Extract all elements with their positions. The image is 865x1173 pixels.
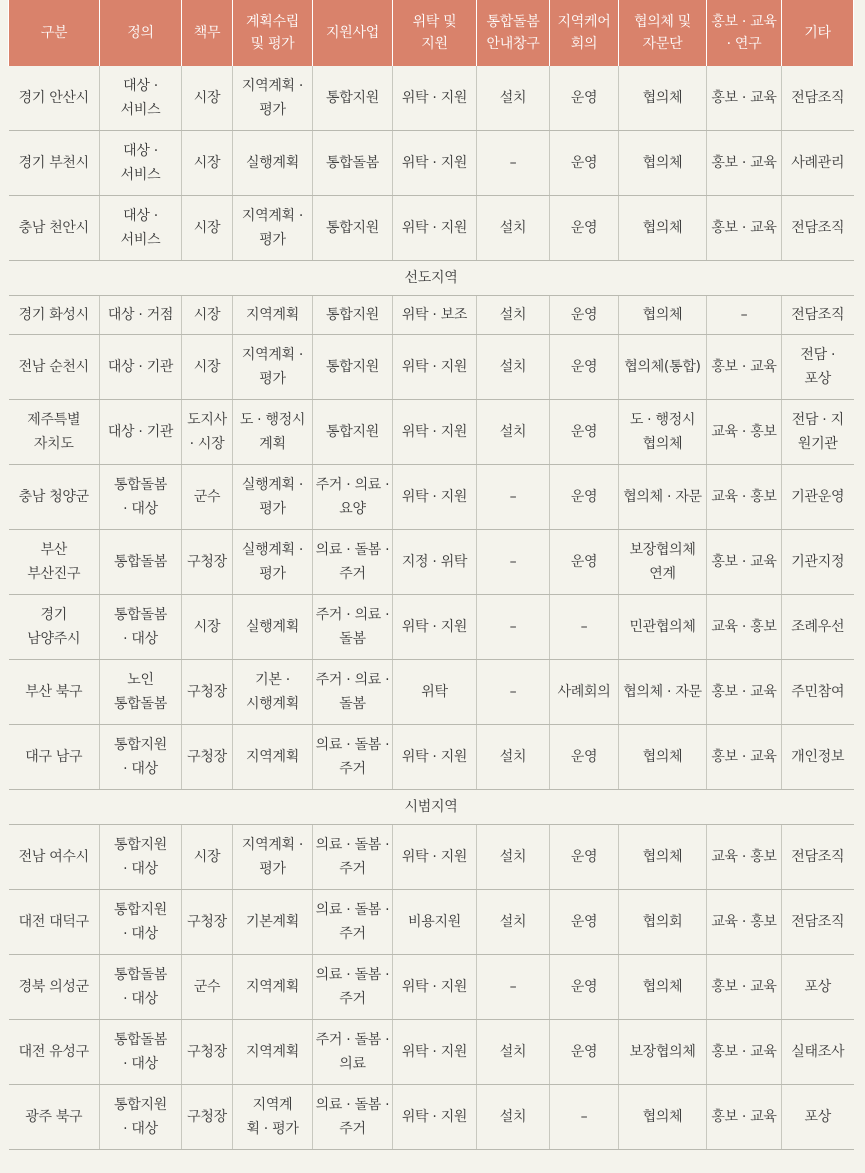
table-cell: 구청장 (182, 725, 233, 790)
region-cell: 충남 청양군 (9, 465, 100, 530)
table-cell: 실행계획 (233, 131, 313, 196)
table-cell: – (550, 1085, 619, 1150)
table-cell: 운영 (550, 131, 619, 196)
table-cell: 교육 · 홍보 (707, 825, 782, 890)
table-cell: 기본계획 (233, 890, 313, 955)
table-cell: 홍보 · 교육 (707, 530, 782, 595)
column-header: 계획수립 및 평가 (233, 0, 313, 66)
table-cell: 설치 (477, 825, 550, 890)
table-cell: 주거 · 돌봄 · 의료 (313, 1020, 393, 1085)
table-row (9, 1085, 854, 1150)
table-cell: 운영 (550, 530, 619, 595)
table-cell: 도 · 행정시 협의체 (619, 400, 707, 465)
table-cell: 설치 (477, 335, 550, 400)
column-header: 위탁 및 지원 (393, 0, 477, 66)
table-cell: 위탁 · 지원 (393, 825, 477, 890)
table-cell: – (477, 955, 550, 1020)
table-cell: 운영 (550, 465, 619, 530)
table-cell: 전담 · 포상 (782, 335, 854, 400)
table-row (9, 335, 854, 400)
section-label: 시범지역 (9, 790, 854, 825)
table-cell: 포상 (782, 1085, 854, 1150)
table-cell: 협의회 (619, 890, 707, 955)
table-cell: 운영 (550, 66, 619, 131)
table-cell: – (477, 595, 550, 660)
ordinance-comparison-table (8, 0, 854, 1150)
column-header: 책무 (182, 0, 233, 66)
table-cell: 보장협의체 (619, 1020, 707, 1085)
table-cell: 민관협의체 (619, 595, 707, 660)
region-cell: 대구 남구 (9, 725, 100, 790)
table-cell: 시장 (182, 296, 233, 335)
section-label: 선도지역 (9, 261, 854, 296)
table-cell: 주거 · 의료 · 돌봄 (313, 595, 393, 660)
table-cell: 대상 · 거점 (100, 296, 182, 335)
table-cell: 실행계획 (233, 595, 313, 660)
table-row (9, 131, 854, 196)
table-header (9, 0, 854, 66)
table-cell: 위탁 · 지원 (393, 955, 477, 1020)
table-cell: 통합지원 (313, 400, 393, 465)
table-cell: 전담조직 (782, 296, 854, 335)
table-row (9, 890, 854, 955)
table-cell: 위탁 · 보조 (393, 296, 477, 335)
table-cell: 협의체(통합) (619, 335, 707, 400)
table-row (9, 196, 854, 261)
table-row (9, 296, 854, 335)
table-cell: 비용지원 (393, 890, 477, 955)
table-cell: – (550, 595, 619, 660)
column-header: 지역케어 회의 (550, 0, 619, 66)
table-cell: 대상 · 기관 (100, 335, 182, 400)
table-cell: – (477, 530, 550, 595)
table-cell: 기관지정 (782, 530, 854, 595)
table-cell: 홍보 · 교육 (707, 1020, 782, 1085)
region-cell: 전남 여수시 (9, 825, 100, 890)
table-cell: 의료 · 돌봄 · 주거 (313, 1085, 393, 1150)
column-header: 정의 (100, 0, 182, 66)
table-cell: 협의체 (619, 955, 707, 1020)
table-cell: 주거 · 의료 · 요양 (313, 465, 393, 530)
table-cell: 협의체 (619, 825, 707, 890)
table-cell: 사례관리 (782, 131, 854, 196)
table-cell: 홍보 · 교육 (707, 955, 782, 1020)
table-cell: 위탁 · 지원 (393, 1020, 477, 1085)
table-cell: – (477, 465, 550, 530)
region-cell: 경기 부천시 (9, 131, 100, 196)
region-cell: 대전 대덕구 (9, 890, 100, 955)
table-row (9, 955, 854, 1020)
table-cell: 위탁 · 지원 (393, 335, 477, 400)
table-cell: 홍보 · 교육 (707, 66, 782, 131)
table-cell: 시장 (182, 595, 233, 660)
table-cell: 전담 · 지 원기관 (782, 400, 854, 465)
table-cell: 구청장 (182, 1085, 233, 1150)
header-row (9, 0, 854, 66)
table-cell: 시장 (182, 825, 233, 890)
table-cell: 지역계 획 · 평가 (233, 1085, 313, 1150)
table-cell: 실태조사 (782, 1020, 854, 1085)
table-row (9, 400, 854, 465)
table-cell: 통합지원 · 대상 (100, 890, 182, 955)
column-header: 협의체 및 자문단 (619, 0, 707, 66)
table-cell: 설치 (477, 296, 550, 335)
table-cell: 위탁 · 지원 (393, 66, 477, 131)
table-cell: 위탁 · 지원 (393, 400, 477, 465)
section-row (9, 790, 854, 825)
table-cell: 지역계획 (233, 955, 313, 1020)
table-cell: 시장 (182, 66, 233, 131)
table-cell: 운영 (550, 825, 619, 890)
table-cell: 통합돌봄 (313, 131, 393, 196)
table-cell: 협의체 · 자문 (619, 660, 707, 725)
table-cell: 개인정보 (782, 725, 854, 790)
table-cell: 구청장 (182, 530, 233, 595)
table-cell: 보장협의체 연계 (619, 530, 707, 595)
table-cell: 협의체 · 자문 (619, 465, 707, 530)
table-cell: 운영 (550, 725, 619, 790)
table-row (9, 660, 854, 725)
column-header: 지원사업 (313, 0, 393, 66)
table-cell: 설치 (477, 725, 550, 790)
table-cell: – (477, 131, 550, 196)
table-cell: 운영 (550, 335, 619, 400)
table-cell: 지역계획 (233, 1020, 313, 1085)
table-row (9, 595, 854, 660)
table-cell: 설치 (477, 66, 550, 131)
table-cell: 홍보 · 교육 (707, 660, 782, 725)
table-cell: 운영 (550, 296, 619, 335)
table-cell: 대상 · 서비스 (100, 66, 182, 131)
table-cell: 협의체 (619, 196, 707, 261)
table-cell: 협의체 (619, 66, 707, 131)
table-cell: 협의체 (619, 1085, 707, 1150)
table-row (9, 1020, 854, 1085)
table-cell: 통합지원 (313, 296, 393, 335)
table-cell: 실행계획 · 평가 (233, 530, 313, 595)
table-cell: 지역계획 · 평가 (233, 335, 313, 400)
table-cell: 협의체 (619, 131, 707, 196)
table-cell: 기관운영 (782, 465, 854, 530)
table-row (9, 725, 854, 790)
table-cell: – (477, 660, 550, 725)
table-cell: 위탁 · 지원 (393, 725, 477, 790)
table-cell: 통합지원 (313, 66, 393, 131)
table-cell: 통합지원 (313, 196, 393, 261)
table-cell: 위탁 · 지원 (393, 465, 477, 530)
table-cell: 주거 · 의료 · 돌봄 (313, 660, 393, 725)
table-cell: 전담조직 (782, 196, 854, 261)
table-cell: 지역계획 (233, 296, 313, 335)
table-cell: 통합돌봄 (100, 530, 182, 595)
table-cell: 도 · 행정시 계획 (233, 400, 313, 465)
table-cell: 설치 (477, 1020, 550, 1085)
table-cell: 구청장 (182, 1020, 233, 1085)
table-cell: 통합지원 · 대상 (100, 1085, 182, 1150)
table-row (9, 530, 854, 595)
table-row (9, 66, 854, 131)
table-cell: 군수 (182, 955, 233, 1020)
table-cell: 도지사 · 시장 (182, 400, 233, 465)
table-cell: 전담조직 (782, 890, 854, 955)
column-header: 홍보 · 교육 · 연구 (707, 0, 782, 66)
region-cell: 대전 유성구 (9, 1020, 100, 1085)
region-cell: 광주 북구 (9, 1085, 100, 1150)
table-cell: 교육 · 홍보 (707, 400, 782, 465)
table-cell: 대상 · 서비스 (100, 196, 182, 261)
table-cell: 노인 통합돌봄 (100, 660, 182, 725)
table-cell: 협의체 (619, 296, 707, 335)
table-row (9, 825, 854, 890)
column-header: 기타 (782, 0, 854, 66)
table-cell: 의료 · 돌봄 · 주거 (313, 530, 393, 595)
table-cell: 운영 (550, 400, 619, 465)
table-cell: 시장 (182, 335, 233, 400)
table-cell: 교육 · 홍보 (707, 595, 782, 660)
table-cell: 지역계획 · 평가 (233, 825, 313, 890)
table-cell: 위탁 · 지원 (393, 196, 477, 261)
section-row (9, 261, 854, 296)
table-cell: 위탁 (393, 660, 477, 725)
table-cell: 교육 · 홍보 (707, 465, 782, 530)
table-row (9, 465, 854, 530)
table-cell: 통합지원 (313, 335, 393, 400)
table-cell: 조례우선 (782, 595, 854, 660)
table-cell: 설치 (477, 1085, 550, 1150)
table-cell: 통합돌봄 · 대상 (100, 595, 182, 660)
table-cell: 통합돌봄 · 대상 (100, 1020, 182, 1085)
table-cell: 홍보 · 교육 (707, 335, 782, 400)
table-cell: 설치 (477, 196, 550, 261)
table-cell: 위탁 · 지원 (393, 595, 477, 660)
table-cell: 시장 (182, 131, 233, 196)
table-cell: 의료 · 돌봄 · 주거 (313, 955, 393, 1020)
region-cell: 제주특별 자치도 (9, 400, 100, 465)
table-cell: 홍보 · 교육 (707, 196, 782, 261)
region-cell: 부산 북구 (9, 660, 100, 725)
table-cell: – (707, 296, 782, 335)
region-cell: 경기 안산시 (9, 66, 100, 131)
table-cell: 지역계획 · 평가 (233, 196, 313, 261)
region-cell: 부산 부산진구 (9, 530, 100, 595)
region-cell: 경북 의성군 (9, 955, 100, 1020)
table-cell: 운영 (550, 955, 619, 1020)
table-cell: 전담조직 (782, 825, 854, 890)
table-cell: 의료 · 돌봄 · 주거 (313, 825, 393, 890)
table-body (9, 66, 854, 1150)
column-header: 통합돌봄 안내창구 (477, 0, 550, 66)
region-cell: 충남 천안시 (9, 196, 100, 261)
region-cell: 전남 순천시 (9, 335, 100, 400)
table-cell: 설치 (477, 400, 550, 465)
table-cell: 기본 · 시행계획 (233, 660, 313, 725)
table-cell: 통합지원 · 대상 (100, 725, 182, 790)
table-cell: 군수 (182, 465, 233, 530)
table-cell: 지정 · 위탁 (393, 530, 477, 595)
table-cell: 대상 · 기관 (100, 400, 182, 465)
table-cell: 의료 · 돌봄 · 주거 (313, 725, 393, 790)
table-cell: 주민참여 (782, 660, 854, 725)
table-cell: 전담조직 (782, 66, 854, 131)
table-cell: 구청장 (182, 660, 233, 725)
table-cell: 사례회의 (550, 660, 619, 725)
table-cell: 의료 · 돌봄 · 주거 (313, 890, 393, 955)
region-cell: 경기 남양주시 (9, 595, 100, 660)
table-cell: 지역계획 (233, 725, 313, 790)
table-cell: 운영 (550, 890, 619, 955)
region-cell: 경기 화성시 (9, 296, 100, 335)
column-header: 구분 (9, 0, 100, 66)
table-cell: 설치 (477, 890, 550, 955)
table-cell: 시장 (182, 196, 233, 261)
table-cell: 실행계획 · 평가 (233, 465, 313, 530)
table-cell: 홍보 · 교육 (707, 725, 782, 790)
table-cell: 대상 · 서비스 (100, 131, 182, 196)
table-cell: 통합돌봄 · 대상 (100, 465, 182, 530)
table-cell: 지역계획 · 평가 (233, 66, 313, 131)
table-cell: 협의체 (619, 725, 707, 790)
table-cell: 위탁 · 지원 (393, 131, 477, 196)
table-cell: 구청장 (182, 890, 233, 955)
table-cell: 홍보 · 교육 (707, 1085, 782, 1150)
table-cell: 운영 (550, 1020, 619, 1085)
table-cell: 통합돌봄 · 대상 (100, 955, 182, 1020)
table-cell: 운영 (550, 196, 619, 261)
table-cell: 위탁 · 지원 (393, 1085, 477, 1150)
table-cell: 통합지원 · 대상 (100, 825, 182, 890)
table-cell: 홍보 · 교육 (707, 131, 782, 196)
table-cell: 포상 (782, 955, 854, 1020)
table-cell: 교육 · 홍보 (707, 890, 782, 955)
